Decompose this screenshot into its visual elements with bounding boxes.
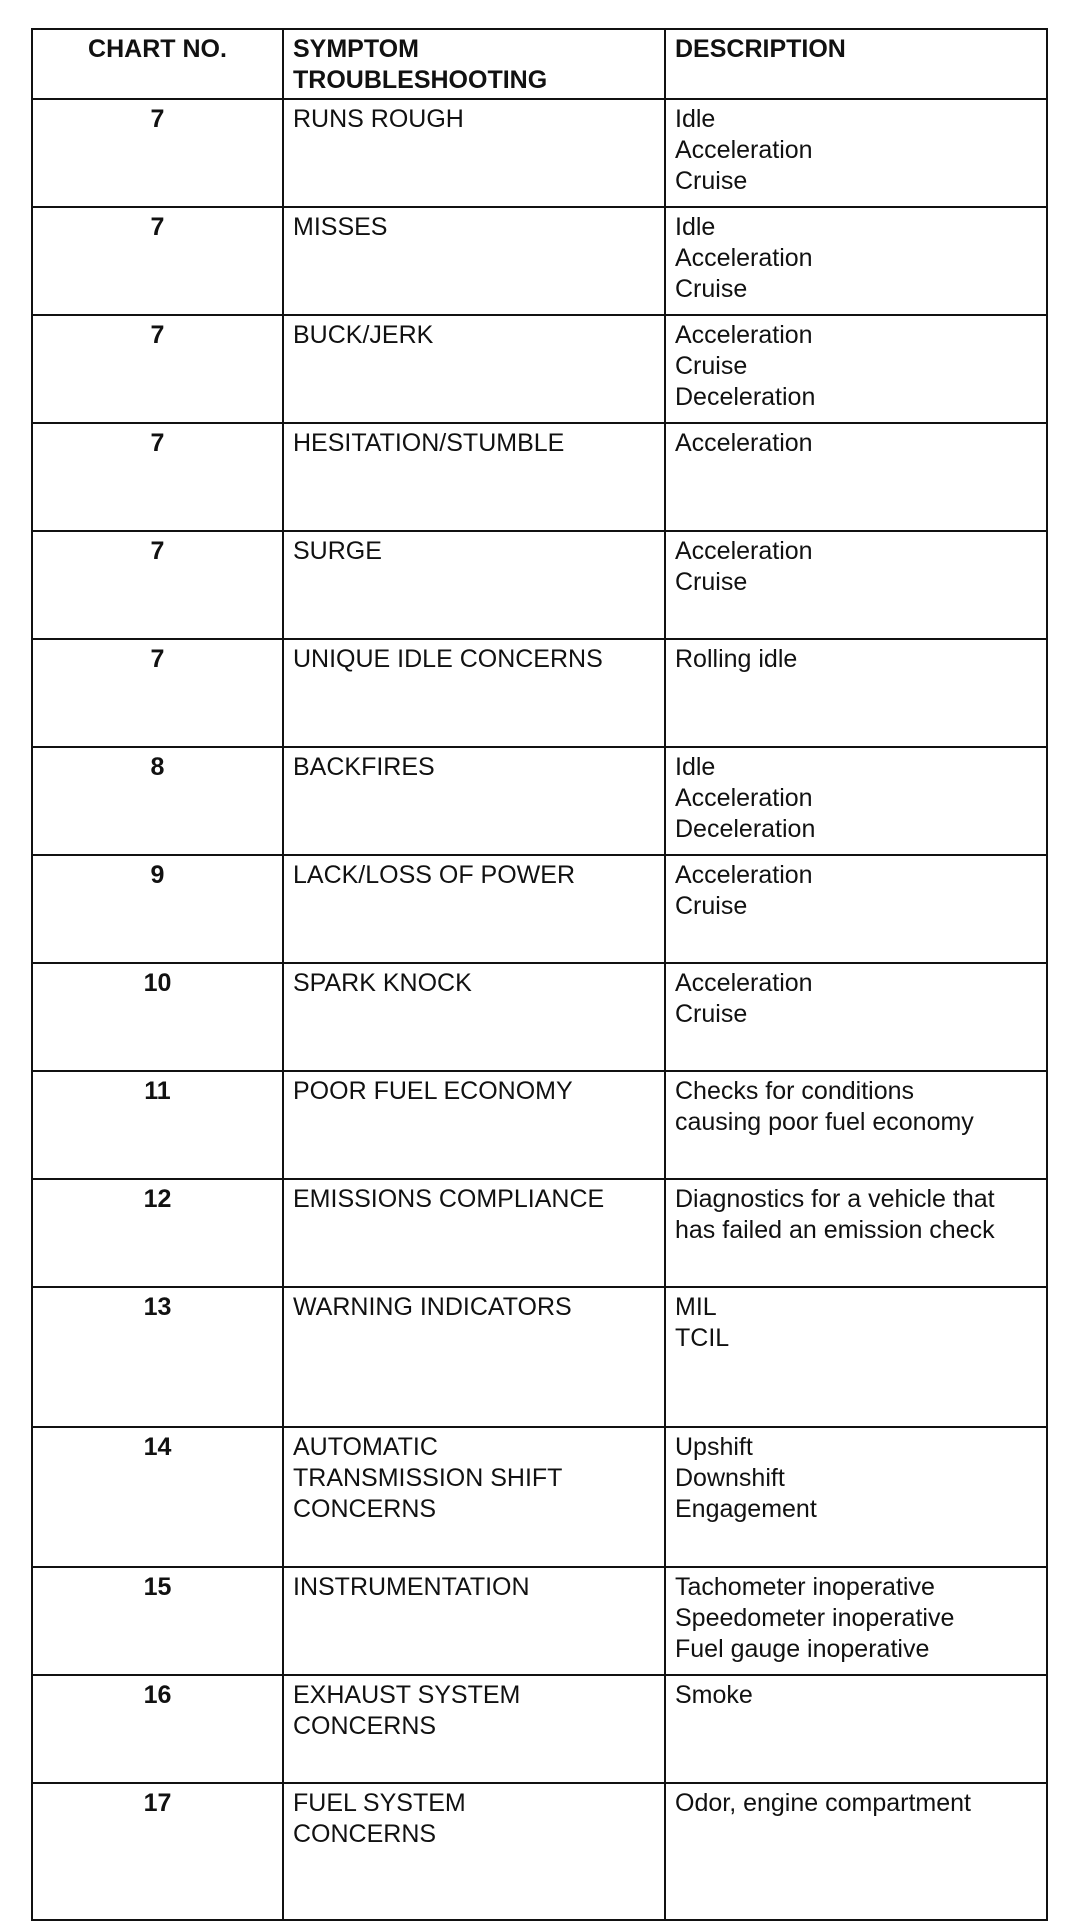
description-line: TCIL: [675, 1324, 730, 1352]
header-description: DESCRIPTION: [665, 29, 1047, 99]
table-row: [32, 423, 1047, 531]
symptom-cell: [283, 855, 665, 963]
symptom-cell: [283, 747, 665, 855]
description-line: Engagement: [675, 1495, 817, 1523]
table-row: [32, 531, 1047, 639]
description-line: Cruise: [675, 568, 748, 596]
symptom-cell: [283, 315, 665, 423]
symptom-line: UNIQUE IDLE CONCERNS: [293, 645, 603, 673]
description-cell: [665, 1783, 1047, 1920]
description-line: Acceleration: [675, 969, 813, 997]
chart-number-cell: 7: [32, 315, 283, 423]
description-line: Idle: [675, 213, 716, 241]
description-line: Downshift: [675, 1464, 785, 1492]
description-line: Acceleration: [675, 136, 813, 164]
chart-number-cell: 10: [32, 963, 283, 1071]
description-line: Acceleration: [675, 861, 813, 889]
symptom-line: HESITATION/STUMBLE: [293, 429, 565, 457]
table-row: [32, 99, 1047, 207]
description-line: Deceleration: [675, 383, 816, 411]
chart-number-cell: 17: [32, 1783, 283, 1920]
symptom-line: TRANSMISSION SHIFT: [293, 1464, 563, 1492]
symptom-line: INSTRUMENTATION: [293, 1573, 530, 1601]
table-row: [32, 855, 1047, 963]
symptom-line: POOR FUEL ECONOMY: [293, 1077, 573, 1105]
description-line: Upshift: [675, 1433, 753, 1461]
table-row: [32, 747, 1047, 855]
header-symptom-line: SYMPTOM: [293, 35, 419, 63]
header-chart-no: CHART NO.: [32, 29, 283, 99]
symptom-line: SURGE: [293, 537, 382, 565]
symptom-cell: [283, 1567, 665, 1675]
symptom-cell: [283, 207, 665, 315]
description-line: Cruise: [675, 167, 748, 195]
table-row: [32, 1783, 1047, 1920]
symptom-cell: [283, 531, 665, 639]
table-row: [32, 1287, 1047, 1427]
description-line: Diagnostics for a vehicle that: [675, 1185, 995, 1213]
description-line: Rolling idle: [675, 645, 798, 673]
chart-number-cell: 12: [32, 1179, 283, 1287]
description-cell: [665, 1179, 1047, 1287]
symptom-line: BACKFIRES: [293, 753, 435, 781]
chart-number-cell: 7: [32, 207, 283, 315]
symptom-cell: [283, 99, 665, 207]
description-cell: [665, 207, 1047, 315]
symptom-line: EXHAUST SYSTEM: [293, 1681, 521, 1709]
chart-number-cell: 13: [32, 1287, 283, 1427]
chart-number-cell: 14: [32, 1427, 283, 1567]
chart-number-cell: 16: [32, 1675, 283, 1783]
symptom-line: CONCERNS: [293, 1712, 437, 1740]
symptom-line: RUNS ROUGH: [293, 105, 464, 133]
symptom-line: EMISSIONS COMPLIANCE: [293, 1185, 605, 1213]
description-line: Idle: [675, 105, 716, 133]
symptom-cell: [283, 1287, 665, 1427]
description-line: Idle: [675, 753, 716, 781]
description-cell: [665, 855, 1047, 963]
table-row: [32, 1427, 1047, 1567]
description-cell: [665, 531, 1047, 639]
symptom-cell: [283, 963, 665, 1071]
description-line: Speedometer inoperative: [675, 1604, 955, 1632]
description-line: Fuel gauge inoperative: [675, 1635, 930, 1663]
description-line: Deceleration: [675, 815, 816, 843]
table-row: [32, 207, 1047, 315]
description-cell: [665, 1675, 1047, 1783]
chart-number-cell: 7: [32, 531, 283, 639]
chart-number-cell: 7: [32, 423, 283, 531]
description-line: Tachometer inoperative: [675, 1573, 935, 1601]
description-cell: [665, 747, 1047, 855]
description-line: Checks for conditions: [675, 1077, 915, 1105]
description-line: Acceleration: [675, 429, 813, 457]
table-row: [32, 1179, 1047, 1287]
description-line: Acceleration: [675, 321, 813, 349]
description-line: has failed an emission check: [675, 1216, 995, 1244]
chart-number-cell: 7: [32, 99, 283, 207]
symptom-line: CONCERNS: [293, 1495, 437, 1523]
symptom-cell: [283, 1179, 665, 1287]
header-symptom: [283, 29, 665, 99]
description-line: Acceleration: [675, 244, 813, 272]
description-line: Acceleration: [675, 784, 813, 812]
description-line: causing poor fuel economy: [675, 1108, 974, 1136]
description-cell: [665, 1071, 1047, 1179]
chart-number-cell: 8: [32, 747, 283, 855]
symptom-chart-table: [31, 28, 1048, 1921]
symptom-line: SPARK KNOCK: [293, 969, 472, 997]
table-row: [32, 639, 1047, 747]
description-line: Cruise: [675, 1000, 748, 1028]
symptom-line: CONCERNS: [293, 1820, 437, 1848]
header-row: [32, 29, 1047, 99]
symptom-cell: [283, 1427, 665, 1567]
description-cell: [665, 963, 1047, 1071]
table-row: [32, 1567, 1047, 1675]
symptom-cell: [283, 639, 665, 747]
symptom-line: WARNING INDICATORS: [293, 1293, 572, 1321]
description-line: Cruise: [675, 352, 748, 380]
symptom-cell: [283, 423, 665, 531]
description-cell: [665, 423, 1047, 531]
description-cell: [665, 315, 1047, 423]
table-row: [32, 315, 1047, 423]
symptom-line: BUCK/JERK: [293, 321, 434, 349]
symptom-line: FUEL SYSTEM: [293, 1789, 466, 1817]
description-line: Cruise: [675, 892, 748, 920]
description-cell: [665, 639, 1047, 747]
description-line: Acceleration: [675, 537, 813, 565]
description-line: Odor, engine compartment: [675, 1789, 971, 1817]
symptom-cell: [283, 1783, 665, 1920]
symptom-line: AUTOMATIC: [293, 1433, 438, 1461]
symptom-cell: [283, 1071, 665, 1179]
description-cell: [665, 99, 1047, 207]
description-line: Cruise: [675, 275, 748, 303]
table-row: [32, 1071, 1047, 1179]
symptom-line: MISSES: [293, 213, 388, 241]
header-symptom-line: TROUBLESHOOTING: [293, 66, 548, 94]
description-cell: [665, 1567, 1047, 1675]
chart-number-cell: 11: [32, 1071, 283, 1179]
symptom-cell: [283, 1675, 665, 1783]
symptom-line: LACK/LOSS OF POWER: [293, 861, 576, 889]
chart-number-cell: 7: [32, 639, 283, 747]
description-cell: [665, 1427, 1047, 1567]
description-line: Smoke: [675, 1681, 753, 1709]
description-line: MIL: [675, 1293, 717, 1321]
table-row: [32, 1675, 1047, 1783]
chart-number-cell: 15: [32, 1567, 283, 1675]
description-cell: [665, 1287, 1047, 1427]
chart-number-cell: 9: [32, 855, 283, 963]
table-row: [32, 963, 1047, 1071]
